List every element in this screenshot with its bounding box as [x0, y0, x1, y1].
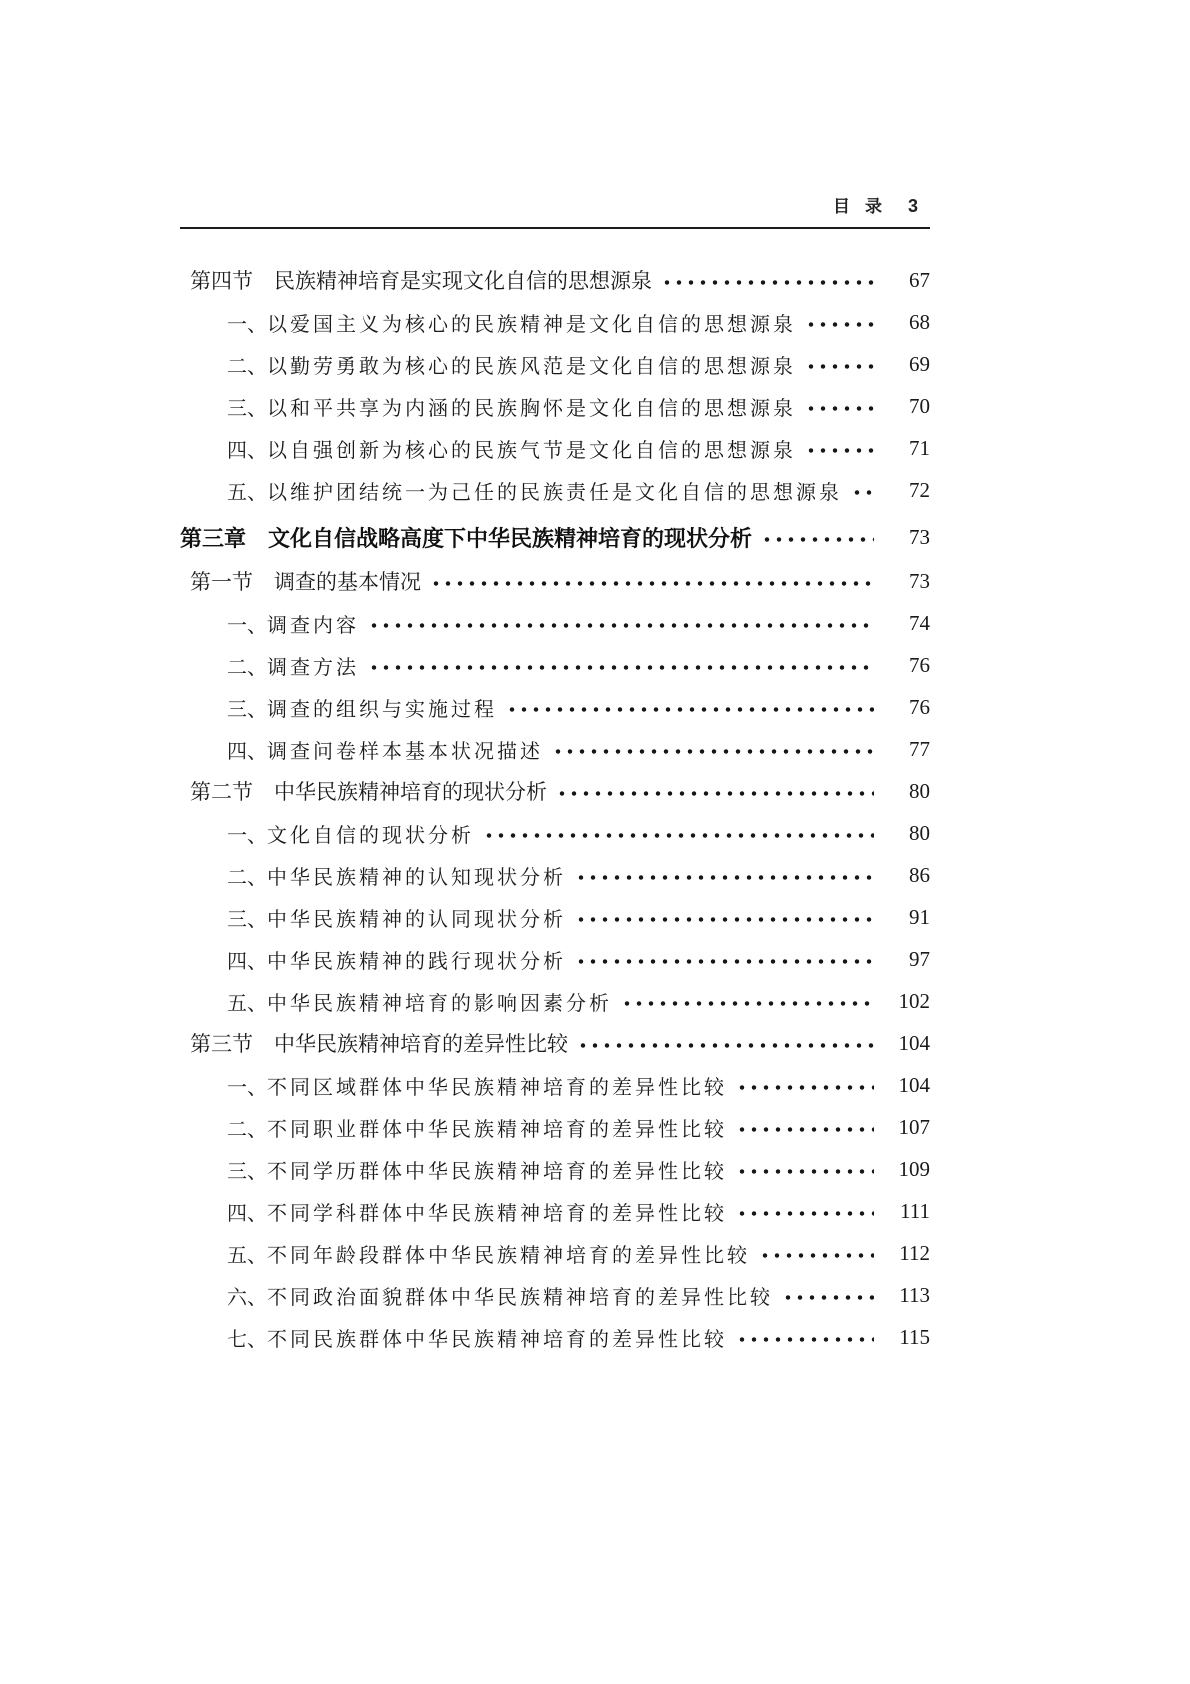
toc-entry-title: 以爱国主义为核心的民族精神是文化自信的思想源泉: [267, 313, 796, 336]
toc-entry-page: 73: [909, 568, 930, 593]
toc-entry-label: 三、: [227, 908, 267, 931]
toc-entry-label: 五、: [227, 1244, 267, 1267]
dotted-leader: [851, 469, 874, 511]
dotted-leader: [736, 1064, 874, 1106]
toc-entry-page: 68: [909, 309, 930, 334]
dotted-leader: [759, 1232, 874, 1274]
dotted-leader: [575, 896, 874, 938]
toc-content: [180, 0, 930, 1358]
toc-entry-title: 调查的基本情况: [274, 570, 421, 594]
toc-entry-title: 不同政治面貌群体中华民族精神培育的差异性比较: [267, 1286, 773, 1309]
toc-entry-label: 四、: [227, 1202, 267, 1225]
dotted-leader: [736, 1148, 874, 1190]
toc-entry: [180, 812, 930, 854]
toc-entry-page: 80: [909, 820, 930, 845]
toc-entry-title: 不同区域群体中华民族精神培育的差异性比较: [267, 1076, 727, 1099]
toc-entry-page: 91: [909, 904, 930, 929]
toc-entry-page: 69: [909, 351, 930, 376]
toc-entry: [180, 469, 930, 511]
toc-entry-title: 以自强创新为核心的民族气节是文化自信的思想源泉: [267, 439, 796, 462]
toc-entry-page: 104: [898, 1030, 930, 1055]
toc-entry: [180, 301, 930, 343]
dotted-leader: [577, 1022, 874, 1064]
toc-entry: [180, 896, 930, 938]
dotted-leader: [661, 259, 874, 301]
dotted-leader: [621, 980, 874, 1022]
toc-entry: [180, 602, 930, 644]
toc-entry-label: 一、: [227, 614, 267, 637]
toc-entry-page: 71: [909, 435, 930, 460]
header-rule: [180, 227, 930, 229]
toc-entry: [180, 770, 930, 812]
toc-entry-page: 112: [899, 1240, 930, 1265]
dotted-leader: [575, 938, 874, 980]
header-title: 目录: [832, 197, 897, 216]
toc-entry-title: 不同职业群体中华民族精神培育的差异性比较: [267, 1118, 727, 1141]
toc-entry-title: 调查方法: [267, 656, 359, 679]
toc-entry-page: 104: [898, 1072, 930, 1097]
toc-entry-title: 中华民族精神的认知现状分析: [267, 866, 566, 889]
toc-entry-title: 调查内容: [267, 614, 359, 637]
toc-entry: [180, 1064, 930, 1106]
toc-entry-label: 一、: [227, 824, 267, 847]
toc-entry-label: 第三节: [190, 1032, 253, 1056]
toc-entry-title: 中华民族精神培育的差异性比较: [274, 1032, 568, 1056]
toc-entry-title: 不同学历群体中华民族精神培育的差异性比较: [267, 1160, 727, 1183]
toc-entry-page: 115: [899, 1324, 930, 1349]
toc-entry: [180, 1316, 930, 1358]
toc-entry: [180, 938, 930, 980]
toc-entry-title: 文化自信的现状分析: [267, 824, 474, 847]
toc-entry-page: 107: [898, 1114, 930, 1139]
toc-entry-title: 以勤劳勇敢为核心的民族风范是文化自信的思想源泉: [267, 355, 796, 378]
toc-entry-label: 二、: [227, 355, 267, 378]
toc-entry: [180, 1022, 930, 1064]
toc-entry: [180, 427, 930, 469]
toc-entry-page: 97: [909, 946, 930, 971]
toc-entry-label: 一、: [227, 1076, 267, 1099]
toc-entry-label: 第一节: [190, 570, 253, 594]
dotted-leader: [782, 1274, 874, 1316]
toc-entry: [180, 385, 930, 427]
toc-entry-title: 中华民族精神的践行现状分析: [267, 950, 566, 973]
toc-entry-title: 中华民族精神的认同现状分析: [267, 908, 566, 931]
toc-entry-title: 以和平共享为内涵的民族胸怀是文化自信的思想源泉: [267, 397, 796, 420]
toc-entry-page: 102: [898, 988, 930, 1013]
toc-entry-label: 四、: [227, 740, 267, 763]
toc-entry-title: 民族精神培育是实现文化自信的思想源泉: [274, 269, 652, 293]
header-page-number: 3: [907, 196, 918, 216]
toc-entry-label: 四、: [227, 439, 267, 462]
toc-entry-label: 四、: [227, 950, 267, 973]
toc-entry: [180, 1190, 930, 1232]
toc-entry: [180, 854, 930, 896]
toc-entry-label: 三、: [227, 397, 267, 420]
dotted-leader: [575, 854, 874, 896]
dotted-leader: [805, 343, 874, 385]
dotted-leader: [483, 812, 874, 854]
toc-entry-label: 第二节: [190, 780, 253, 804]
dotted-leader: [552, 728, 874, 770]
dotted-leader: [736, 1316, 874, 1358]
dotted-leader: [805, 301, 874, 343]
toc-entry-label: 第四节: [190, 269, 253, 293]
dotted-leader: [506, 686, 874, 728]
toc-entry-page: 74: [909, 610, 930, 635]
toc-entry-title: 不同年龄段群体中华民族精神培育的差异性比较: [267, 1244, 750, 1267]
dotted-leader: [805, 385, 874, 427]
dotted-leader: [368, 602, 874, 644]
toc-entry: [180, 560, 930, 602]
toc-entry-title: 调查问卷样本基本状况描述: [267, 740, 543, 763]
toc-entry: [180, 1232, 930, 1274]
toc-entry: [180, 343, 930, 385]
toc-entry-page: 67: [909, 267, 930, 292]
toc-entry: [180, 516, 930, 558]
dotted-leader: [556, 770, 874, 812]
toc-entry-label: 三、: [227, 698, 267, 721]
toc-entry-page: 80: [909, 778, 930, 803]
toc-entry-title: 文化自信战略高度下中华民族精神培育的现状分析: [268, 525, 753, 551]
toc-entry-page: 76: [909, 652, 930, 677]
toc-entry-page: 109: [898, 1156, 930, 1181]
toc-entry: [180, 1106, 930, 1148]
toc-entry-page: 77: [909, 736, 930, 761]
toc-entry-page: 70: [909, 393, 930, 418]
toc-entry-title: 以维护团结统一为己任的民族责任是文化自信的思想源泉: [267, 481, 842, 504]
toc-entry-label: 二、: [227, 866, 267, 889]
toc-entry: [180, 259, 930, 301]
dotted-leader: [368, 644, 874, 686]
toc-entry-title: 不同学科群体中华民族精神培育的差异性比较: [267, 1202, 727, 1225]
toc-entry-label: 六、: [227, 1286, 267, 1309]
toc-entry-page: 72: [909, 477, 930, 502]
toc-entry-label: 二、: [227, 656, 267, 679]
toc-entry-label: 第三章: [180, 525, 247, 551]
toc-list: [180, 259, 930, 1358]
toc-entry-label: 一、: [227, 313, 267, 336]
toc-entry-label: 五、: [227, 481, 267, 504]
toc-entry-title: 中华民族精神培育的现状分析: [274, 780, 547, 804]
toc-entry: [180, 644, 930, 686]
toc-entry-page: 73: [909, 524, 930, 549]
toc-entry-label: 五、: [227, 992, 267, 1015]
toc-entry: [180, 1274, 930, 1316]
dotted-leader: [805, 427, 874, 469]
toc-entry-label: 二、: [227, 1118, 267, 1141]
dotted-leader: [736, 1106, 874, 1148]
toc-entry-page: 86: [909, 862, 930, 887]
toc-entry-title: 不同民族群体中华民族精神培育的差异性比较: [267, 1328, 727, 1351]
dotted-leader: [430, 560, 874, 602]
dotted-leader: [761, 516, 874, 558]
toc-entry: [180, 728, 930, 770]
toc-entry-page: 111: [900, 1198, 930, 1223]
toc-entry: [180, 1148, 930, 1190]
toc-entry-label: 三、: [227, 1160, 267, 1183]
toc-entry-page: 76: [909, 694, 930, 719]
toc-entry-label: 七、: [227, 1328, 267, 1351]
dotted-leader: [736, 1190, 874, 1232]
toc-entry-title: 中华民族精神培育的影响因素分析: [267, 992, 612, 1015]
toc-entry-title: 调查的组织与实施过程: [267, 698, 497, 721]
toc-entry: [180, 980, 930, 1022]
toc-entry: [180, 686, 930, 728]
toc-entry-page: 113: [899, 1282, 930, 1307]
page-header: [180, 192, 930, 217]
